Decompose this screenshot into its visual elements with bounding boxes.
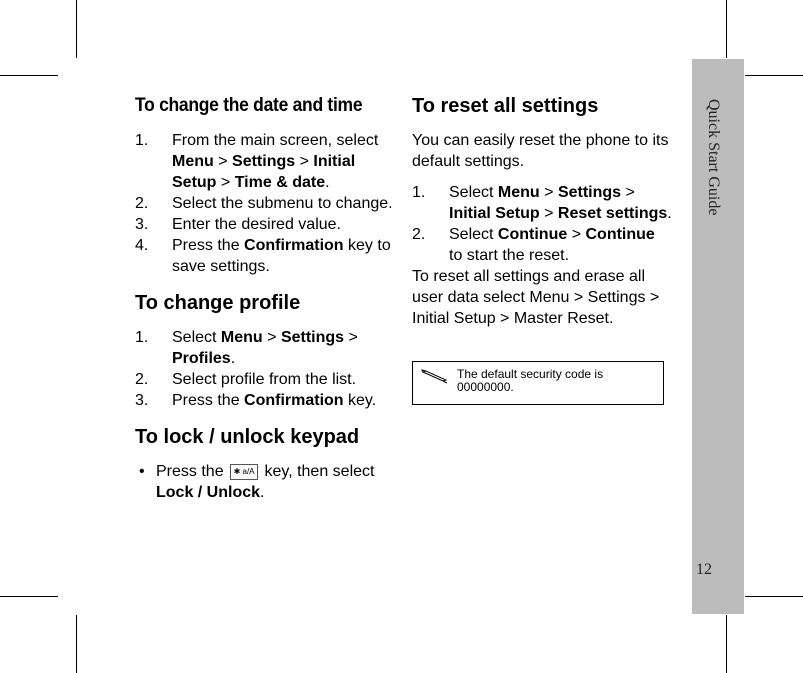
reset-intro: You can easily reset the phone to its default settings. [412,132,669,170]
reset-steps [412,182,672,266]
crop-mark [726,615,727,673]
crop-mark [76,0,77,58]
bullet: • [139,463,145,480]
star-key-icon: ✱ a/A [230,464,258,480]
pencil-icon [421,368,449,389]
reset-outro: To reset all settings and erase all user data select Menu > Settings > Initial Setup > Master Reset. [412,268,660,327]
date-time-heading: To change the date and time [135,95,363,116]
crop-mark [0,596,58,597]
list-item: 1. From the main screen, select Menu > Settings > Initial Setup > Time & date. [135,132,379,191]
list-item: 1. Select Menu > Settings > Initial Setup > Reset settings. [412,184,672,222]
keypad-heading: To lock / unlock keypad [135,426,360,448]
guide-title: Quick Start Guide [705,99,722,216]
list-item: 2. Select profile from the list. [135,371,357,388]
note-text: The default security code is 00000000. [457,367,604,394]
list-item: • Press the ✱ a/A key, then select Lock / Unlock. [139,463,375,501]
list-item: 2. Select the submenu to change. [135,195,393,212]
note-box [412,361,664,405]
crop-mark [745,75,803,76]
right-column [412,92,672,329]
side-tab [692,59,744,614]
crop-mark [745,596,803,597]
profile-heading: To change profile [135,292,301,314]
left-column [135,92,395,503]
keypad-steps [135,461,395,503]
profile-steps [135,327,395,411]
list-item: 4. Press the Confirmation key to save settings. [135,237,391,275]
list-item: 3. Enter the desired value. [135,216,341,233]
reset-heading: To reset all settings [412,95,599,117]
crop-mark [0,75,58,76]
list-item: 2. Select Continue > Continue to start the reset. [412,226,655,264]
list-item: 3. Press the Confirmation key. [135,392,377,409]
page-number: 12 [696,561,712,578]
crop-mark [76,615,77,673]
crop-mark [726,0,727,58]
date-time-steps [135,130,395,277]
list-item: 1. Select Menu > Settings > Profiles. [135,329,358,367]
